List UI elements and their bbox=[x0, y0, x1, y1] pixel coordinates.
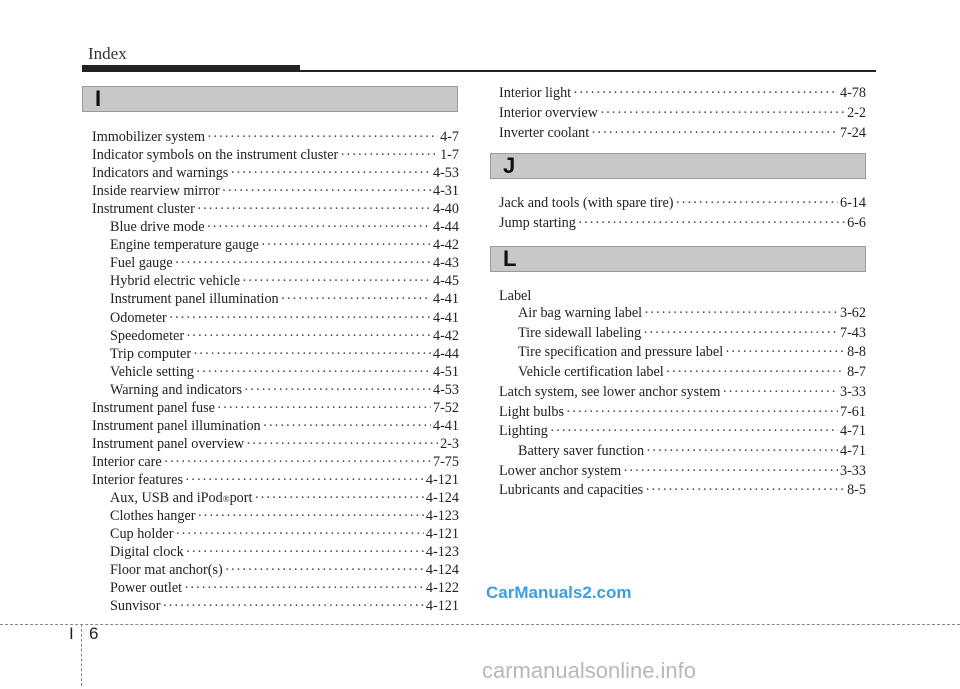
dot-leader bbox=[676, 194, 838, 212]
entry-page-ref: 4-124 bbox=[425, 490, 459, 506]
index-entry[interactable] bbox=[110, 561, 459, 579]
entry-page-ref: 4-44 bbox=[432, 219, 459, 236]
dot-leader bbox=[644, 304, 838, 322]
index-entry[interactable] bbox=[499, 124, 866, 142]
entry-topic: Tire sidewall labeling bbox=[518, 324, 642, 341]
entry-topic: Instrument panel illumination bbox=[110, 291, 279, 308]
dot-leader bbox=[591, 124, 838, 142]
dot-leader bbox=[225, 561, 424, 579]
entry-page-ref: 4-122 bbox=[425, 580, 459, 597]
index-entry[interactable] bbox=[518, 363, 866, 381]
dot-leader bbox=[340, 146, 438, 164]
entry-page-ref: 7-52 bbox=[432, 399, 459, 416]
index-entry[interactable] bbox=[92, 128, 459, 146]
dot-leader bbox=[169, 309, 431, 327]
entry-topic: Vehicle setting bbox=[110, 363, 194, 380]
dot-leader bbox=[217, 399, 431, 417]
entry-page-ref: 8-8 bbox=[847, 344, 866, 361]
index-entry[interactable] bbox=[110, 236, 459, 254]
entry-page-ref: 4-45 bbox=[432, 273, 459, 290]
entry-topic: Lower anchor system bbox=[499, 462, 622, 479]
index-entry[interactable] bbox=[110, 345, 459, 363]
entry-topic: Trip computer bbox=[110, 345, 192, 362]
entry-topic: Clothes hanger bbox=[110, 508, 196, 525]
dot-leader bbox=[185, 471, 424, 489]
entry-topic: Odometer bbox=[110, 309, 167, 326]
dot-leader bbox=[261, 236, 431, 254]
index-entry[interactable] bbox=[110, 507, 459, 525]
index-entry[interactable] bbox=[499, 462, 866, 480]
entry-topic: Interior light bbox=[499, 85, 572, 101]
entry-page-ref: 4-42 bbox=[432, 327, 459, 344]
footer-rule bbox=[0, 624, 960, 625]
dot-leader bbox=[198, 507, 424, 525]
index-entry[interactable] bbox=[110, 597, 459, 615]
dot-leader bbox=[242, 272, 431, 290]
dot-leader bbox=[230, 164, 431, 182]
entry-topic: Engine temperature gauge bbox=[110, 237, 259, 254]
dot-leader bbox=[197, 200, 431, 218]
dot-leader bbox=[162, 597, 423, 615]
entry-page-ref: 4-123 bbox=[425, 544, 459, 561]
dot-leader bbox=[186, 543, 424, 561]
index-entry[interactable] bbox=[110, 309, 459, 327]
index-entry[interactable] bbox=[92, 146, 459, 164]
index-heading-label: Label bbox=[499, 288, 532, 304]
header-rule-thin bbox=[82, 70, 876, 72]
entry-topic: Battery saver function bbox=[518, 442, 645, 459]
dot-leader bbox=[263, 417, 431, 435]
entry-topic-suffix: port bbox=[229, 490, 253, 506]
entry-topic: Warning and indicators bbox=[110, 381, 243, 398]
index-entry[interactable] bbox=[110, 290, 459, 308]
index-entry[interactable] bbox=[92, 164, 459, 182]
entry-page-ref: 8-7 bbox=[847, 364, 866, 381]
index-entry[interactable] bbox=[92, 200, 459, 218]
dot-leader bbox=[645, 481, 845, 499]
section-header-j bbox=[490, 153, 866, 179]
entry-page-ref: 4-123 bbox=[425, 508, 459, 525]
dot-leader bbox=[666, 363, 845, 381]
entry-page-ref: 7-43 bbox=[839, 324, 866, 341]
entry-topic: Latch system, see lower anchor system bbox=[499, 383, 721, 400]
entry-topic: Immobilizer system bbox=[92, 129, 206, 145]
section-letter: I bbox=[95, 86, 102, 111]
dot-leader bbox=[222, 182, 431, 200]
entry-page-ref: 7-61 bbox=[839, 403, 866, 420]
entry-topic: Power outlet bbox=[110, 580, 183, 597]
entry-page-ref: 4-7 bbox=[440, 129, 459, 145]
index-entry[interactable] bbox=[499, 194, 866, 212]
index-entry[interactable] bbox=[110, 327, 459, 345]
entry-page-ref: 2-2 bbox=[847, 105, 866, 121]
entry-page-ref: 4-42 bbox=[432, 237, 459, 254]
entry-page-ref: 4-41 bbox=[432, 417, 459, 434]
dot-leader bbox=[175, 525, 423, 543]
dot-leader bbox=[600, 104, 845, 122]
index-column-right-j bbox=[499, 194, 866, 234]
entry-topic: Instrument panel illumination bbox=[92, 417, 261, 434]
entry-topic: Instrument panel fuse bbox=[92, 399, 215, 416]
index-entry[interactable] bbox=[92, 182, 459, 200]
index-entry[interactable] bbox=[110, 254, 459, 272]
dot-leader bbox=[566, 403, 838, 421]
index-entry[interactable] bbox=[499, 84, 866, 102]
entry-page-ref: 4-53 bbox=[432, 165, 459, 182]
dot-leader bbox=[573, 84, 838, 102]
dot-leader bbox=[550, 422, 838, 440]
entry-page-ref: 6-14 bbox=[839, 195, 866, 211]
entry-page-ref: 4-40 bbox=[432, 201, 459, 218]
entry-topic: Instrument cluster bbox=[92, 201, 195, 218]
entry-topic: Light bulbs bbox=[499, 403, 565, 420]
dot-leader bbox=[646, 442, 838, 460]
section-header-l bbox=[490, 246, 866, 272]
entry-page-ref: 4-121 bbox=[425, 471, 459, 488]
dot-leader bbox=[623, 462, 838, 480]
entry-page-ref: 7-75 bbox=[432, 453, 459, 470]
index-entry[interactable]: Aux, USB and iPod ® port ····· 4-124 bbox=[110, 489, 459, 507]
index-column-right-l bbox=[499, 304, 866, 499]
index-entry[interactable] bbox=[499, 104, 866, 122]
entry-page-ref: 3-62 bbox=[839, 305, 866, 321]
entry-page-ref: 4-53 bbox=[432, 381, 459, 398]
entry-topic: Inverter coolant bbox=[499, 125, 590, 141]
dot-leader bbox=[244, 381, 431, 399]
index-entry[interactable] bbox=[110, 543, 459, 561]
entry-topic: Interior overview bbox=[499, 105, 598, 121]
index-entry[interactable] bbox=[499, 214, 866, 232]
entry-topic: Digital clock bbox=[110, 544, 184, 561]
index-entry[interactable] bbox=[110, 525, 459, 543]
index-entry[interactable] bbox=[92, 417, 459, 435]
footer-page-number: 6 bbox=[89, 624, 99, 643]
entry-page-ref: 4-78 bbox=[839, 85, 866, 101]
entry-page-ref: 4-51 bbox=[432, 363, 459, 380]
entry-topic: Lighting bbox=[499, 423, 548, 440]
index-entry[interactable] bbox=[499, 481, 866, 499]
section-letter: L bbox=[503, 246, 517, 271]
index-entry[interactable] bbox=[499, 383, 866, 401]
index-entry[interactable] bbox=[499, 403, 866, 421]
watermark-link[interactable]: CarManuals2.com bbox=[486, 583, 632, 602]
index-entry[interactable] bbox=[518, 324, 866, 342]
section-letter: J bbox=[503, 153, 516, 178]
entry-topic: Speedometer bbox=[110, 327, 185, 344]
entry-topic: Interior care bbox=[92, 453, 162, 470]
index-entry[interactable] bbox=[499, 422, 866, 440]
section-header-i bbox=[82, 86, 458, 112]
index-column-left bbox=[92, 128, 459, 615]
index-entry[interactable] bbox=[518, 304, 866, 322]
index-entry[interactable] bbox=[110, 381, 459, 399]
entry-topic: Jump starting bbox=[499, 215, 576, 231]
entry-page-ref: 8-5 bbox=[847, 482, 866, 499]
entry-topic: Sunvisor bbox=[110, 598, 161, 615]
entry-topic: Aux, USB and iPod bbox=[110, 490, 223, 506]
entry-topic: Interior features bbox=[92, 471, 183, 488]
dot-leader bbox=[207, 218, 431, 236]
entry-topic: Hybrid electric vehicle bbox=[110, 273, 240, 290]
entry-page-ref: 1-7 bbox=[440, 147, 459, 164]
index-entry[interactable] bbox=[110, 218, 459, 236]
entry-page-ref: 3-33 bbox=[839, 462, 866, 479]
entry-topic: Lubricants and capacities bbox=[499, 482, 644, 499]
index-column-right-i bbox=[499, 84, 866, 144]
dot-leader bbox=[164, 453, 431, 471]
entry-page-ref: 4-41 bbox=[432, 291, 459, 308]
entry-topic: Blue drive mode bbox=[110, 219, 205, 236]
entry-page-ref: 6-6 bbox=[847, 215, 866, 231]
page-header-title: Index bbox=[88, 44, 127, 63]
entry-topic: Jack and tools (with spare tire) bbox=[499, 195, 674, 211]
dot-leader bbox=[722, 383, 838, 401]
dot-leader bbox=[246, 435, 438, 453]
index-entry[interactable] bbox=[92, 399, 459, 417]
index-entry[interactable] bbox=[110, 363, 459, 381]
entry-topic: Inside rearview mirror bbox=[92, 183, 220, 200]
entry-page-ref: 4-41 bbox=[432, 309, 459, 326]
index-entry[interactable] bbox=[518, 343, 866, 361]
entry-page-ref: 4-124 bbox=[425, 562, 459, 579]
entry-page-ref: 4-71 bbox=[839, 442, 866, 459]
entry-topic: Instrument panel overview bbox=[92, 435, 245, 452]
entry-page-ref: 7-24 bbox=[839, 125, 866, 141]
dot-leader bbox=[184, 579, 424, 597]
dot-leader bbox=[725, 343, 845, 361]
dot-leader bbox=[643, 324, 838, 342]
entry-topic: Tire specification and pressure label bbox=[518, 344, 724, 361]
entry-page-ref: 4-43 bbox=[432, 255, 459, 272]
dot-leader bbox=[193, 345, 431, 363]
entry-page-ref: 4-71 bbox=[839, 423, 866, 440]
footer-divider bbox=[81, 624, 82, 686]
dot-leader bbox=[186, 327, 431, 345]
dot-leader bbox=[254, 489, 423, 507]
index-entry[interactable] bbox=[110, 272, 459, 290]
dot-leader bbox=[207, 128, 438, 146]
dot-leader bbox=[175, 254, 431, 272]
index-entry[interactable] bbox=[110, 579, 459, 597]
entry-topic: Fuel gauge bbox=[110, 255, 173, 272]
entry-topic: Indicator symbols on the instrument cluster bbox=[92, 147, 339, 164]
entry-topic: Vehicle certification label bbox=[518, 364, 664, 381]
entry-page-ref: 2-3 bbox=[440, 435, 459, 452]
entry-page-ref: 4-121 bbox=[425, 598, 459, 615]
footer-section: I bbox=[69, 624, 74, 643]
dot-leader bbox=[281, 290, 431, 308]
dot-leader bbox=[578, 214, 845, 232]
entry-topic: Air bag warning label bbox=[518, 305, 643, 321]
entry-topic: Indicators and warnings bbox=[92, 165, 229, 182]
index-entry[interactable] bbox=[92, 435, 459, 453]
index-entry[interactable] bbox=[92, 471, 459, 489]
entry-page-ref: 4-44 bbox=[432, 345, 459, 362]
entry-topic: Floor mat anchor(s) bbox=[110, 562, 223, 579]
index-entry[interactable] bbox=[518, 442, 866, 460]
entry-topic: Cup holder bbox=[110, 526, 174, 543]
index-entry[interactable] bbox=[92, 453, 459, 471]
entry-page-ref: 3-33 bbox=[839, 383, 866, 400]
entry-page-ref: 4-121 bbox=[425, 526, 459, 543]
dot-leader bbox=[196, 363, 431, 381]
footer-site-watermark[interactable]: carmanualsonline.info bbox=[482, 658, 697, 683]
entry-page-ref: 4-31 bbox=[432, 183, 459, 200]
